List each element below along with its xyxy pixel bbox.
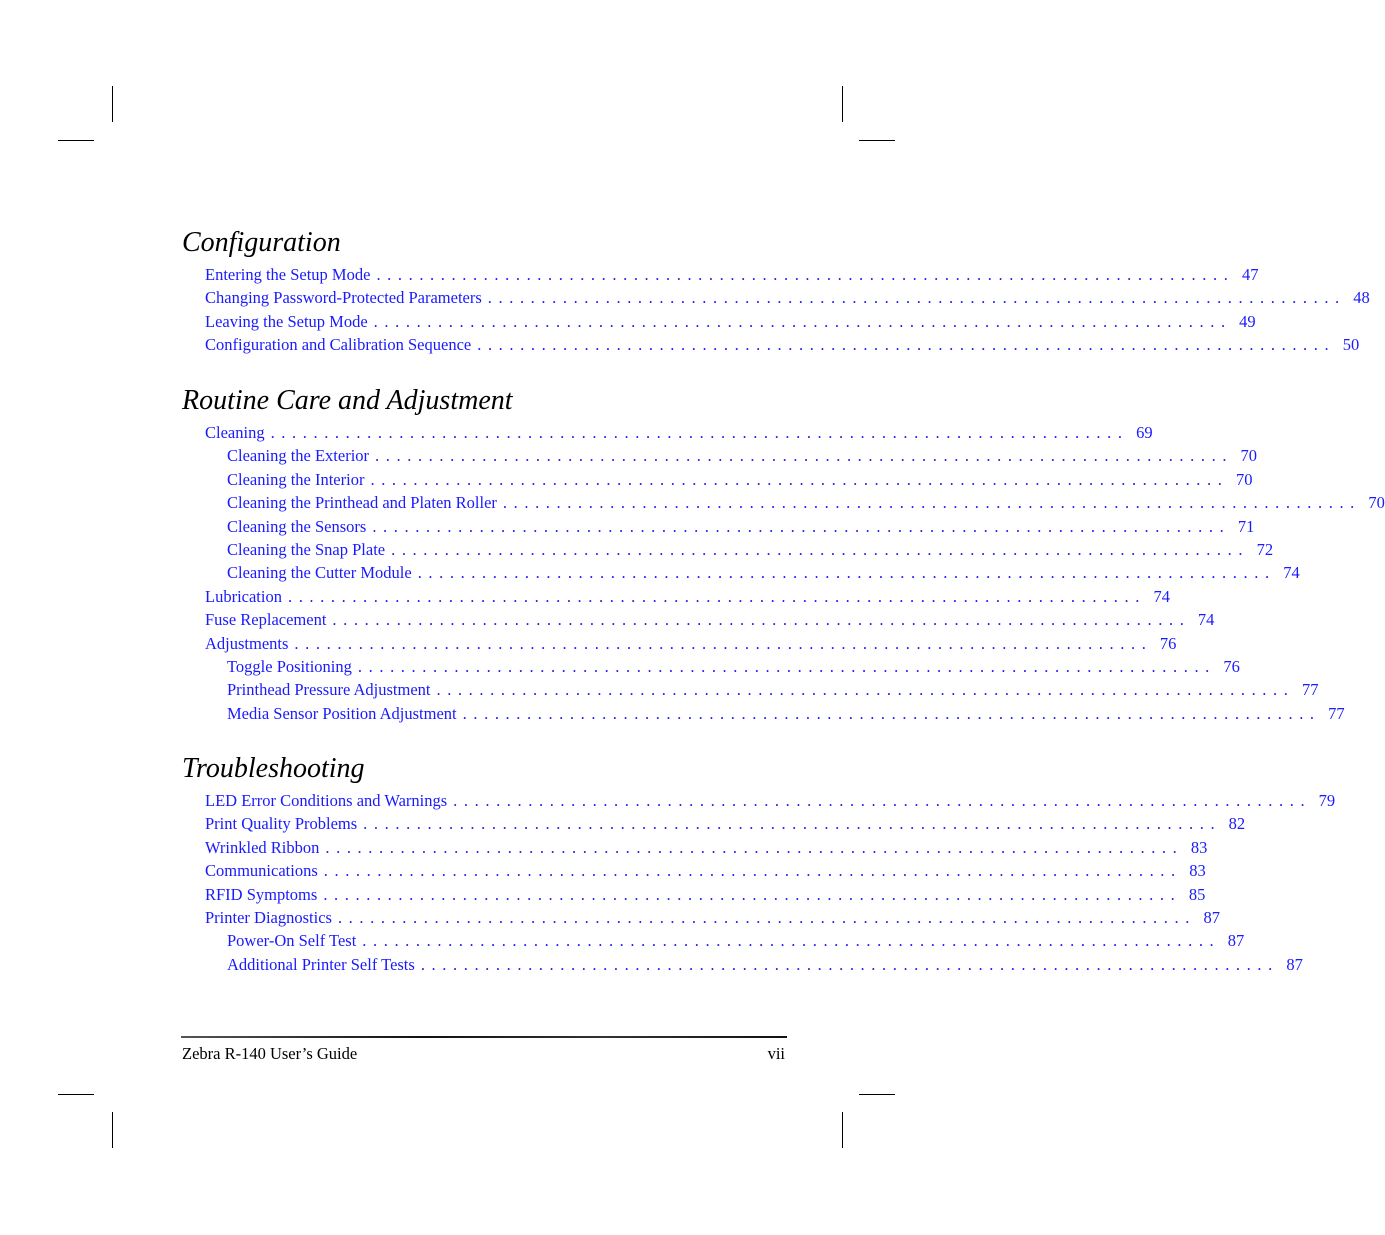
toc-dot-leader: ................................................................................: [462, 703, 1321, 723]
toc-entry-page[interactable]: 87: [1286, 954, 1303, 974]
toc-entry-page[interactable]: 50: [1342, 335, 1360, 355]
toc-section-troubleshooting: [182, 753, 1336, 976]
footer-document-title: Zebra R-140 User’s Guide: [182, 1044, 358, 1063]
toc-entry-label[interactable]: Printhead Pressure Adjustment: [227, 680, 431, 700]
toc-entry-label[interactable]: Print Quality Problems: [205, 814, 358, 834]
toc-section-configuration: [182, 227, 1370, 357]
toc-entry-label[interactable]: Fuse Replacement: [205, 610, 327, 630]
toc-entry-label[interactable]: Printer Diagnostics: [205, 907, 332, 927]
toc-entry[interactable]: [182, 515, 1255, 538]
toc-entry[interactable]: [182, 789, 1336, 812]
toc-entry[interactable]: [182, 632, 1177, 655]
toc-dot-leader: ................................................................................: [363, 814, 1222, 834]
toc-dot-leader: ................................................................................: [375, 446, 1234, 466]
toc-dot-leader: ................................................................................: [373, 311, 1232, 331]
toc-entry-page[interactable]: 72: [1256, 539, 1274, 559]
toc-entry-label[interactable]: Lubrication: [205, 586, 282, 606]
toc-entry[interactable]: [182, 468, 1253, 491]
toc-entry-page[interactable]: 74: [1153, 586, 1170, 606]
toc-entry-label[interactable]: Wrinkled Ribbon: [205, 837, 320, 857]
toc-entry[interactable]: [182, 333, 1360, 356]
crop-mark: [58, 140, 94, 141]
crop-mark: [842, 86, 843, 122]
toc-entry-label[interactable]: Adjustments: [205, 633, 289, 653]
toc-dot-leader: ................................................................................: [287, 586, 1146, 606]
toc-entry[interactable]: [182, 538, 1274, 561]
toc-entry-page[interactable]: 70: [1240, 446, 1258, 466]
toc-entry[interactable]: [182, 836, 1208, 859]
toc-entry-label[interactable]: Changing Password-Protected Parameters: [205, 288, 482, 308]
section-title: Configuration: [182, 227, 341, 258]
toc-entry[interactable]: [182, 812, 1246, 835]
toc-dot-leader: ................................................................................: [420, 954, 1279, 974]
footer-page-number: vii: [767, 1044, 785, 1063]
toc-entry-label[interactable]: Additional Printer Self Tests: [227, 954, 415, 974]
crop-mark: [112, 86, 113, 122]
toc-dot-leader: ................................................................................: [362, 931, 1221, 951]
toc-entry[interactable]: [182, 444, 1258, 467]
toc-entry-label[interactable]: LED Error Conditions and Warnings: [205, 791, 448, 810]
toc-entry[interactable]: [182, 421, 1153, 444]
toc-entry-page[interactable]: 77: [1328, 703, 1345, 723]
toc-entry-label[interactable]: Communications: [205, 861, 318, 881]
toc-entry-list: [182, 263, 1370, 357]
toc-entry-page[interactable]: 82: [1228, 814, 1246, 834]
section-title: Troubleshooting: [182, 753, 365, 784]
toc-entry[interactable]: [182, 491, 1385, 514]
toc-dot-leader: ................................................................................: [332, 610, 1191, 630]
toc-entry-label[interactable]: RFID Symptoms: [205, 884, 318, 904]
toc-entry[interactable]: [182, 929, 1245, 952]
toc-entry-label[interactable]: Configuration and Calibration Sequence: [205, 335, 472, 355]
section-title: Routine Care and Adjustment: [182, 385, 513, 416]
toc-entry-page[interactable]: 70: [1368, 493, 1385, 513]
toc-entry-page[interactable]: 74: [1283, 563, 1300, 583]
toc-entry-page[interactable]: 49: [1239, 311, 1256, 331]
toc-dot-leader: ................................................................................: [323, 884, 1182, 904]
toc-entry[interactable]: [182, 310, 1256, 333]
toc-entry-page[interactable]: 70: [1235, 469, 1253, 489]
toc-dot-leader: ................................................................................: [294, 633, 1153, 653]
toc-entry[interactable]: [182, 859, 1206, 882]
toc-entry-list: [182, 421, 1385, 725]
toc-entry-page[interactable]: 83: [1190, 837, 1208, 857]
toc-entry[interactable]: [182, 655, 1240, 678]
toc-entry-label[interactable]: Toggle Positioning: [227, 656, 352, 676]
toc-dot-leader: ................................................................................: [391, 539, 1250, 559]
toc-entry-label[interactable]: Cleaning the Printhead and Platen Roller: [227, 493, 497, 513]
toc-entry[interactable]: [182, 678, 1319, 701]
crop-mark: [58, 1094, 94, 1095]
toc-entry-page[interactable]: 85: [1188, 884, 1206, 904]
toc-entry-label[interactable]: Cleaning the Exterior: [227, 446, 370, 466]
toc-entry-page[interactable]: 83: [1189, 861, 1206, 881]
toc-entry[interactable]: [182, 286, 1370, 309]
toc-entry-label[interactable]: Cleaning the Snap Plate: [227, 539, 386, 559]
toc-entry-label[interactable]: Cleaning the Cutter Module: [227, 563, 412, 583]
crop-mark: [859, 1094, 895, 1095]
toc-entry[interactable]: [182, 561, 1300, 584]
toc-entry-label[interactable]: Cleaning: [205, 423, 265, 442]
toc-entry-page[interactable]: 79: [1318, 791, 1336, 810]
toc-entry[interactable]: [182, 883, 1206, 906]
toc-dot-leader: ................................................................................: [370, 469, 1229, 489]
toc-entry-page[interactable]: 87: [1227, 931, 1245, 951]
toc-entry-page[interactable]: 71: [1237, 516, 1255, 536]
toc-dot-leader: ................................................................................: [502, 493, 1361, 513]
toc-entry-label[interactable]: Cleaning the Sensors: [227, 516, 367, 536]
toc-entry-label[interactable]: Media Sensor Position Adjustment: [227, 703, 457, 723]
toc-entry-page[interactable]: 69: [1136, 423, 1153, 442]
toc-entry-label[interactable]: Leaving the Setup Mode: [205, 311, 368, 331]
toc-dot-leader: ................................................................................: [357, 656, 1216, 676]
toc-dot-leader: ................................................................................: [477, 335, 1336, 355]
crop-mark: [859, 140, 895, 141]
toc-dot-leader: ................................................................................: [372, 516, 1231, 536]
toc-entry[interactable]: [182, 906, 1220, 929]
toc-dot-leader: ................................................................................: [376, 265, 1235, 284]
toc-entry-page[interactable]: 77: [1301, 680, 1319, 700]
toc-dot-leader: ................................................................................: [325, 837, 1184, 857]
toc-dot-leader: ................................................................................: [323, 861, 1182, 881]
toc-entry[interactable]: [182, 702, 1345, 725]
toc-entry[interactable]: [182, 263, 1259, 286]
toc-dot-leader: ................................................................................: [453, 791, 1312, 810]
toc-entry[interactable]: [182, 953, 1303, 976]
crop-mark: [842, 1112, 843, 1148]
toc-dot-leader: ................................................................................: [436, 680, 1295, 700]
toc-entry-label[interactable]: Entering the Setup Mode: [205, 265, 371, 284]
toc-entry-list: [182, 789, 1336, 976]
crop-mark: [112, 1112, 113, 1148]
toc-dot-leader: ................................................................................: [487, 288, 1346, 308]
toc-entry-page[interactable]: 74: [1197, 610, 1215, 630]
toc-entry-label[interactable]: Power-On Self Test: [227, 931, 357, 951]
toc-dot-leader: ................................................................................: [337, 907, 1196, 927]
toc-entry-label[interactable]: Cleaning the Interior: [227, 469, 365, 489]
toc-entry[interactable]: [182, 608, 1215, 631]
toc-entry-page[interactable]: 76: [1159, 633, 1177, 653]
toc-entry-page[interactable]: 48: [1353, 288, 1370, 308]
toc-dot-leader: ................................................................................: [417, 563, 1276, 583]
toc-entry[interactable]: [182, 585, 1170, 608]
footer-rule: [181, 1036, 787, 1038]
toc-entry-page[interactable]: 47: [1241, 265, 1259, 284]
toc-entry-page[interactable]: 76: [1223, 656, 1240, 676]
toc-section-routine-care: [182, 385, 1385, 725]
toc-entry-page[interactable]: 87: [1203, 907, 1220, 927]
toc-dot-leader: ................................................................................: [270, 423, 1129, 442]
